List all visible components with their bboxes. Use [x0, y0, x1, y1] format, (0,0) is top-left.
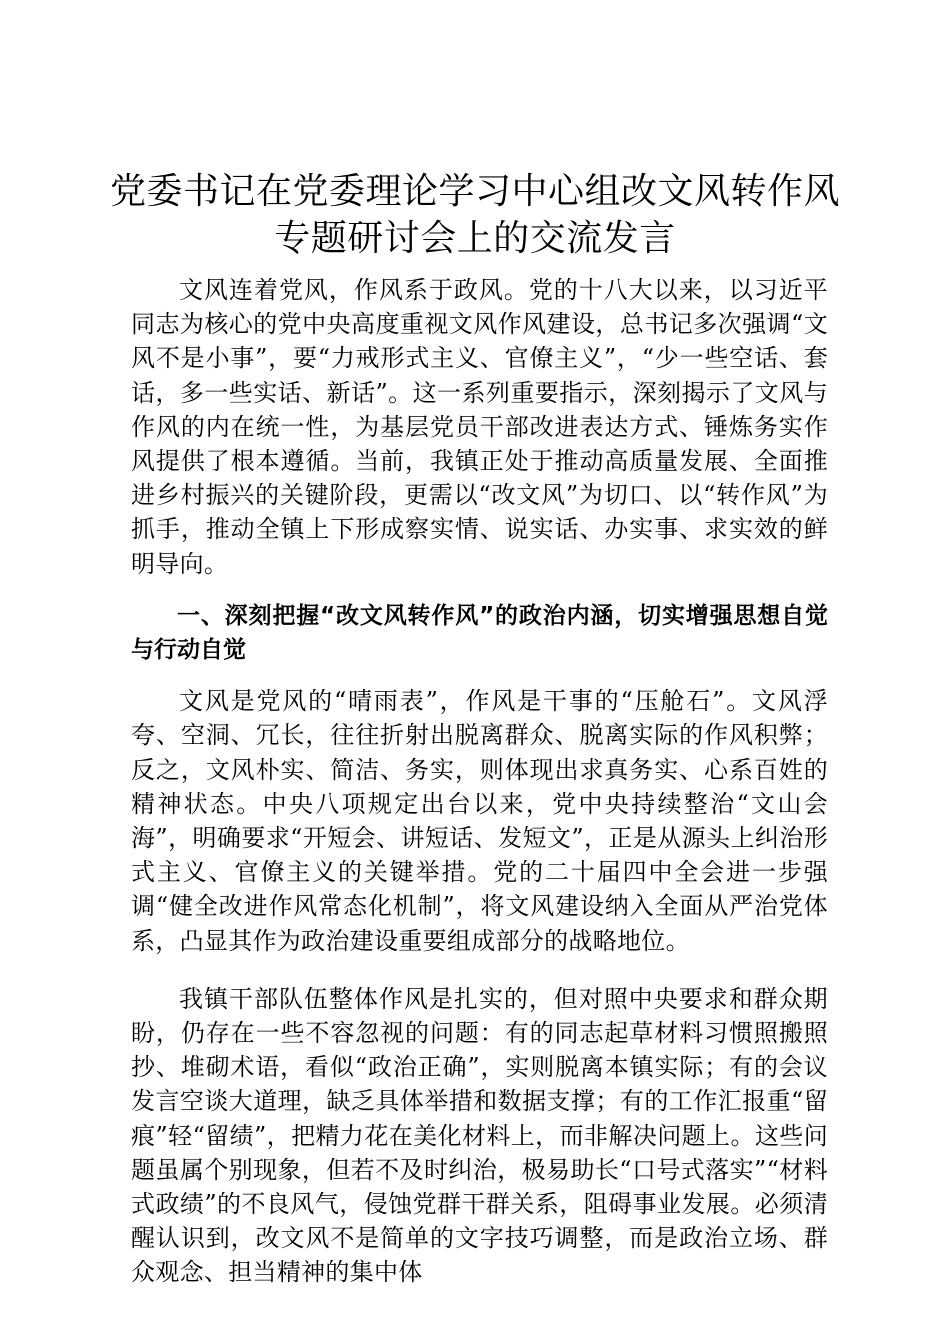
section-heading-1: 一、深刻把握“改文风转作风”的政治内涵，切实增强思想自觉与行动自觉 [131, 602, 828, 664]
section-1-paragraph-1: 文风是党风的“晴雨表”，作风是干事的“压舱石”。文风浮夸、空洞、冗长，往往折射出脱离群众、脱离实际的作风积弊；反之，文风朴实、简洁、务实，则体现出求真务实、心系百姓的精神状态。中央八项规定出台以来，党中央持续整治“文山会海”，明确要求“开短会、讲短话、发短文”，正是从源头上纠治形式主义、官僚主义的关键举措。党的二十届四中全会进一步强调“健全改进作风常态化机制”，将文风建设纳入全面从严治党体系，凸显其作为政治建设重要组成部分的战略地位。 [131, 687, 828, 955]
document-title [100, 168, 850, 262]
document-body [131, 273, 828, 1290]
intro-paragraph: 文风连着党风，作风系于政风。党的十八大以来，以习近平同志为核心的党中央高度重视文风作风建设，总书记多次强调“文风不是小事”，要“力戒形式主义、官僚主义”，“少一些空话、套话，多一些实话、新话”。这一系列重要指示，深刻揭示了文风与作风的内在统一性，为基层党员干部改进表达方式、锤炼务实作风提供了根本遵循。当前，我镇正处于推动高质量发展、全面推进乡村振兴的关键阶段，更需以“改文风”为切口、以“转作风”为抓手，推动全镇上下形成察实情、说实话、办实事、求实效的鲜明导向。 [131, 276, 828, 578]
document-title-line-2: 专题研讨会上的交流发言 [274, 218, 676, 259]
section-1-paragraph-2: 我镇干部队伍整体作风是扎实的，但对照中央要求和群众期盼，仍存在一些不容忽视的问题：有的同志起草材料习惯照搬照抄、堆砌术语，看似“政治正确”，实则脱离本镇实际；有的会议发言空谈大道理，缺乏具体举措和数据支撑；有的工作汇报重“留痕”轻“留绩”，把精力花在美化材料上，而非解决问题上。这些问题虽属个别现象，但若不及时纠治，极易助长“口号式落实”“材料式政绩”的不良风气，侵蚀党群干群关系，阻碍事业发展。必须清醒认识到，改文风不是简单的文字技巧调整，而是政治立场、群众观念、担当精神的集中体 [131, 984, 828, 1287]
document-title-line-1: 党委书记在党委理论学习中心组改文风转作风 [109, 171, 840, 212]
